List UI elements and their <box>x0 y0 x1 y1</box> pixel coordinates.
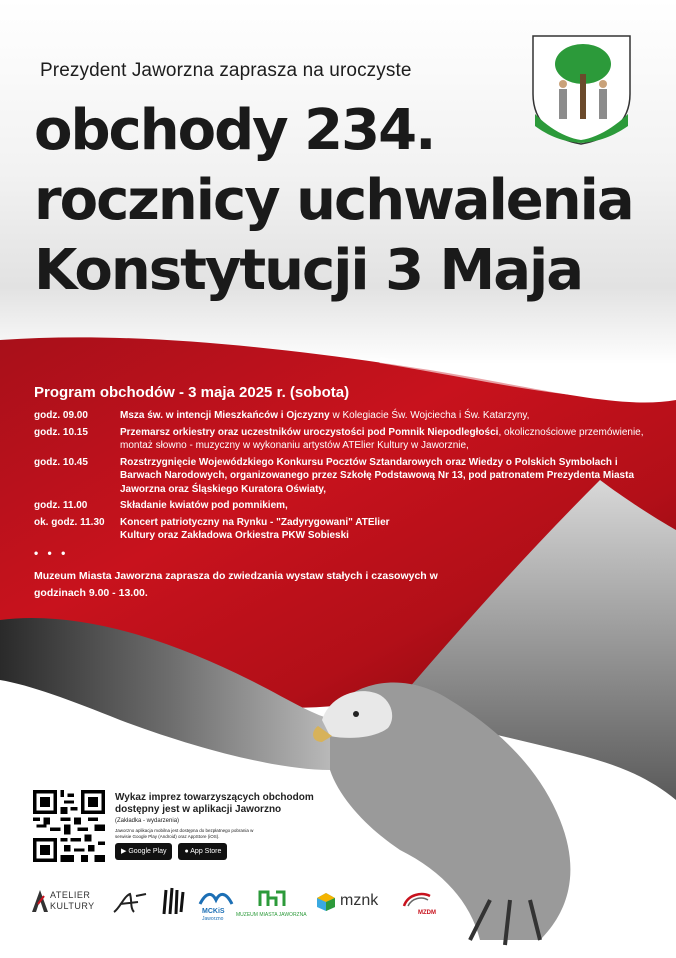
program-dots: • • • <box>34 545 69 560</box>
mzdm-logo-icon <box>402 890 432 908</box>
program-desc <box>120 426 644 453</box>
app-store-button[interactable] <box>178 843 227 860</box>
program-time: godz. 10.15 <box>34 426 88 438</box>
program-time: ok. godz. 11.30 <box>34 516 105 528</box>
atelier-logo-bottom: KULTURY <box>50 901 95 911</box>
program-desc-bold: Rozstrzygnięcie Wojewódzkiego Konkursu Pocztów Sztandarowych oraz Wiedzy o Polskich Symbolach i Barwach Narodowych, organizowanego przez Szkołę Podstawową Nr 13, pod patronatem Prezydenta Miasta Jaworzna oraz Śląskiego Kuratora Oświaty, <box>120 456 635 495</box>
mckis-logo-sub: Jaworzno <box>202 916 224 922</box>
mznk-logo-text: mznk <box>340 892 379 909</box>
program-item <box>34 409 644 423</box>
program-time: godz. 09.00 <box>34 410 88 421</box>
museum-invitation: Muzeum Miasta Jaworzna zaprasza do zwiedzania wystaw stałych i czasowych w godzinach 9.00 - 13.00. <box>34 569 438 599</box>
program-desc <box>120 409 644 423</box>
app-note: Jaworzno aplikacja mobilna jest dostępna do bezpłatnego pobrania w serwisie Google Play (Android) oraz AppStore (iOS). <box>115 828 254 839</box>
program-desc-rest: , okolicznościowe przemówienie, montaż słowno - muzyczny w wykonaniu artystów ATElier Kultury w Jaworznie, <box>120 426 644 451</box>
program-item <box>34 456 644 497</box>
atelier-logo-top: ATELIER <box>50 890 91 900</box>
mznk-logo-icon <box>316 892 336 912</box>
google-play-label: Google Play <box>128 848 167 855</box>
program-desc-rest: w Kolegiacie Św. Wojciecha i Św. Katarzyny, <box>329 410 530 421</box>
app-info <box>115 792 325 840</box>
muzeum-logo-text: MUZEUM MIASTA JAWORZNA <box>236 912 307 918</box>
program-desc-bold: Przemarsz orkiestry oraz uczestników uroczystości pod Pomnik Niepodległości <box>120 426 499 438</box>
program-desc <box>120 456 644 497</box>
headline-line-3: Konstytucji 3 Maja <box>34 238 583 303</box>
program-desc <box>120 499 644 513</box>
mckis-logo-icon <box>198 890 234 908</box>
muzeum-logo-icon <box>258 888 288 908</box>
brush-logo-icon <box>160 886 188 916</box>
intro-text: Prezydent Jaworzna zaprasza na uroczyste <box>40 60 412 81</box>
headline-line-1: obchody 234. <box>34 98 435 163</box>
app-title: Wykaz imprez towarzyszących obchodom dostępny jest w aplikacji Jaworzno <box>115 792 314 815</box>
play-icon: ▶ <box>121 848 129 855</box>
headline-line-2: rocznicy uchwalenia <box>34 168 633 233</box>
google-play-button[interactable] <box>115 843 172 860</box>
program-item <box>34 426 644 453</box>
qr-code-icon[interactable] <box>33 790 105 862</box>
program-item <box>34 499 644 513</box>
app-subtitle: (Zakładka - wydarzenia) <box>115 818 180 824</box>
program-section <box>34 384 644 602</box>
mzdm-logo-text: MZDM <box>418 910 436 916</box>
program-desc-bold: Koncert patriotyczny na Rynku - "Zadyrygowani" ATElier Kultury oraz Zakładowa Orkiestra PKW Sobieski <box>120 516 390 541</box>
city-crest-icon <box>531 34 632 146</box>
program-time: godz. 10.45 <box>34 456 88 468</box>
sponsor-logos <box>30 886 470 926</box>
program-item <box>34 516 644 543</box>
atelier-logo-icon <box>30 888 50 914</box>
program-desc-bold: Msza św. w intencji Mieszkańców i Ojczyzny <box>120 410 330 421</box>
mckis-logo-text: MCKiS <box>202 908 225 915</box>
program-time: godz. 11.00 <box>34 500 88 511</box>
apple-icon: ● <box>184 848 191 855</box>
store-badges <box>115 843 227 860</box>
program-desc <box>120 516 420 543</box>
script-a-logo-icon <box>110 890 150 916</box>
program-desc-bold: Składanie kwiatów pod pomnikiem, <box>120 500 288 511</box>
program-title: Program obchodów - 3 maja 2025 r. (sobota) <box>34 384 350 401</box>
app-store-label: App Store <box>190 848 222 855</box>
